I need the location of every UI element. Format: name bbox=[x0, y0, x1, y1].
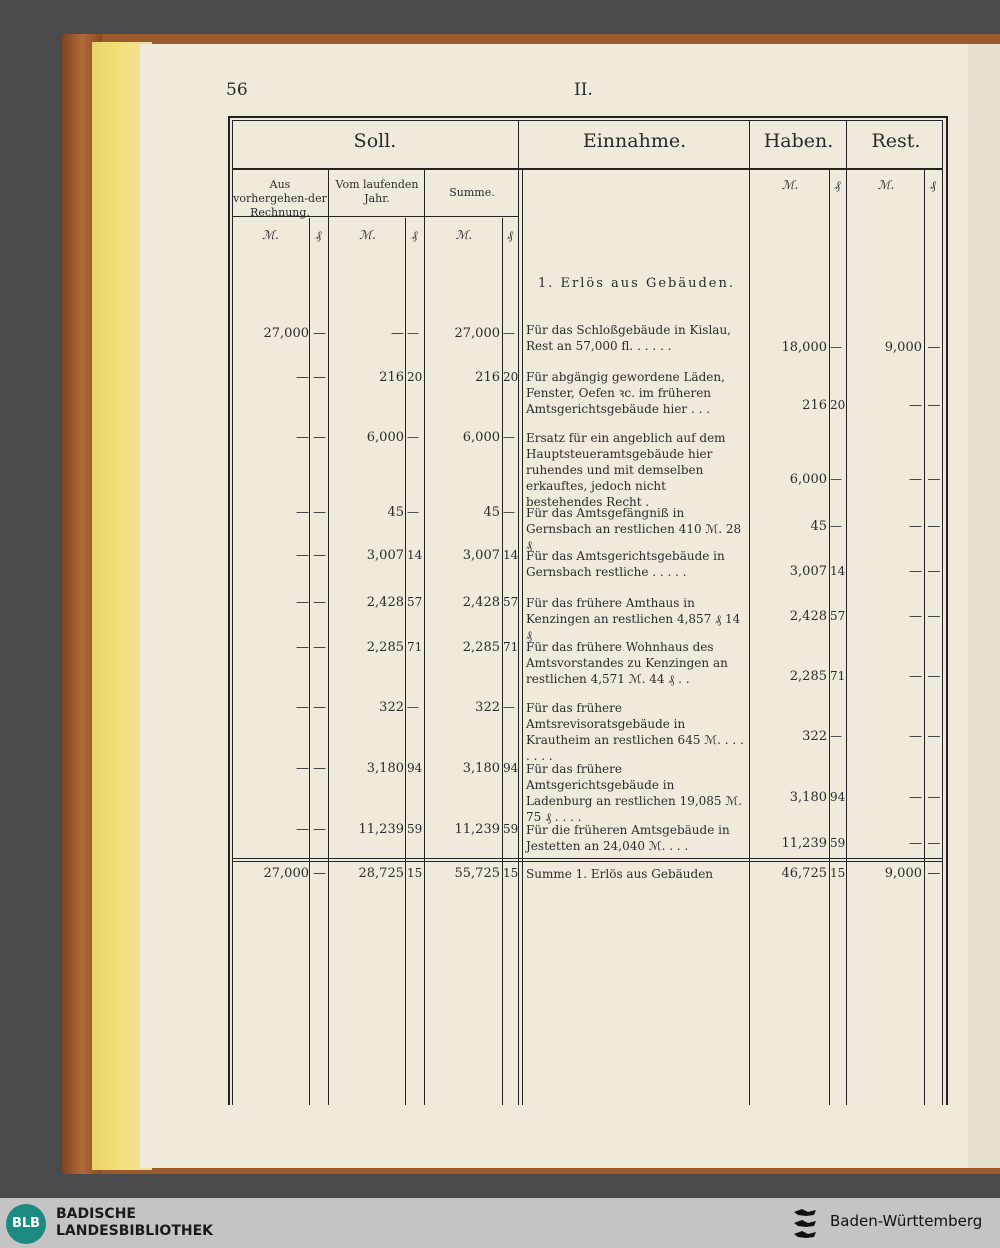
subheader-aus: Aus vorhergehen-der Rechnung. bbox=[233, 178, 327, 219]
row-7-vom-pf: 71 bbox=[407, 640, 423, 654]
header-einnahme: Einnahme. bbox=[582, 130, 687, 152]
row-4-summe-pf: — bbox=[503, 505, 515, 519]
row-1-description: Für das Schloßgebäude in Kislau, Rest an 57,000 fl. . . . . . bbox=[526, 323, 731, 353]
col-sep-soll-einnahme bbox=[518, 120, 519, 1105]
row-5-summe: 3,007 bbox=[462, 548, 500, 563]
row-3-vom-pf: — bbox=[407, 430, 419, 444]
row-9-haben-pf: 94 bbox=[830, 790, 846, 804]
baden-wuerttemberg-lions-icon bbox=[792, 1206, 820, 1240]
cent-col-rest bbox=[924, 170, 925, 1105]
row-9-rest-pf: — bbox=[927, 790, 941, 805]
row-5-haben-pf: 14 bbox=[830, 564, 846, 578]
frame-top-inner bbox=[232, 120, 942, 121]
unit-mark-summe: ℳ. bbox=[455, 228, 473, 242]
row-2-vom: 216 bbox=[379, 370, 404, 385]
row-9-aus: — bbox=[296, 761, 309, 776]
row-5-aus-pf: — bbox=[313, 548, 326, 563]
row-6-haben: 2,428 bbox=[789, 609, 827, 624]
total-aus-pf: — bbox=[313, 866, 326, 881]
total-rest: 9,000 bbox=[884, 866, 922, 881]
row-1-vom-pf: — bbox=[407, 326, 419, 340]
total-summe-pf: 15 bbox=[503, 866, 519, 880]
row-2-description: Für abgängig gewordene Läden, Fenster, Oefen ꝛc. im früheren Amtsgerichtsgebäude hier . . . bbox=[526, 370, 725, 416]
row-4-haben-pf: — bbox=[830, 519, 842, 533]
row-9-description: Für das frühere Amtsgerichtsgebäude in Ladenburg an restlichen 19,085 ℳ. 75 ₰ . . . . bbox=[526, 762, 743, 824]
row-3-summe-pf: — bbox=[503, 430, 515, 444]
row-7-rest-pf: — bbox=[927, 669, 941, 684]
row-8-summe: 322 bbox=[475, 700, 500, 715]
unit-pf-rest: ₰ bbox=[930, 178, 936, 192]
blb-logo-icon[interactable]: BLB bbox=[6, 1204, 46, 1244]
row-10-description: Für die früheren Amtsgebäude in Jestetten an 24,040 ℳ. . . . bbox=[526, 823, 730, 853]
row-4-vom: 45 bbox=[387, 505, 404, 520]
row-8-description: Für das frühere Amtsrevisoratsgebäude in Krautheim an restlichen 645 ℳ. . . . . . . . bbox=[526, 701, 744, 763]
row-9-aus-pf: — bbox=[313, 761, 326, 776]
cent-col-summe bbox=[502, 218, 503, 1105]
row-5-vom: 3,007 bbox=[366, 548, 404, 563]
row-2-aus: — bbox=[296, 370, 309, 385]
frame-right bbox=[946, 116, 948, 1105]
unit-mark-vom: ℳ. bbox=[359, 228, 376, 242]
row-8-vom: 322 bbox=[379, 700, 404, 715]
row-6-aus-pf: — bbox=[313, 595, 326, 610]
unit-mark-aus: ℳ. bbox=[262, 228, 279, 242]
row-8-vom-pf: — bbox=[407, 700, 419, 714]
row-7-aus: — bbox=[296, 640, 309, 655]
row-4-aus: — bbox=[296, 505, 309, 520]
row-10-summe: 11,239 bbox=[454, 822, 500, 837]
row-8-haben-pf: — bbox=[830, 729, 842, 743]
row-5-summe-pf: 14 bbox=[503, 548, 519, 562]
row-2-summe: 216 bbox=[475, 370, 500, 385]
row-2-rest: — bbox=[909, 398, 922, 413]
row-10-haben: 11,239 bbox=[781, 836, 827, 851]
row-9-summe-pf: 94 bbox=[503, 761, 519, 775]
row-9-rest: — bbox=[909, 790, 922, 805]
row-8-summe-pf: — bbox=[503, 700, 515, 714]
subheader-vom: Vom laufenden Jahr. bbox=[335, 178, 419, 205]
row-3-haben: 6,000 bbox=[789, 472, 827, 487]
row-1-rest: 9,000 bbox=[884, 340, 922, 355]
row-3-description: Ersatz für ein angeblich auf dem Hauptsteueramtsgebäude hier ruhendes und mit demselben erkauftes, jedoch nicht bestehendes Recht . bbox=[526, 431, 726, 509]
row-9-vom: 3,180 bbox=[366, 761, 404, 776]
row-10-rest: — bbox=[909, 836, 922, 851]
row-10-haben-pf: 59 bbox=[830, 836, 846, 850]
col-sep-aus-vom bbox=[328, 170, 329, 1105]
row-3-rest: — bbox=[909, 472, 922, 487]
cent-col-aus bbox=[309, 218, 310, 1105]
row-1-summe: 27,000 bbox=[454, 326, 500, 341]
row-1-summe-pf: — bbox=[503, 326, 515, 340]
row-4-description: Für das Amtsgefängniß in Gernsbach an restlichen 410 ℳ. 28 ₰ bbox=[526, 506, 742, 552]
row-4-vom-pf: — bbox=[407, 505, 419, 519]
row-1-aus: 27,000 bbox=[263, 326, 309, 341]
row-9-summe: 3,180 bbox=[462, 761, 500, 776]
row-1-rest-pf: — bbox=[927, 340, 941, 355]
row-10-summe-pf: 59 bbox=[503, 822, 519, 836]
row-2-summe-pf: 20 bbox=[503, 370, 519, 384]
row-3-aus-pf: — bbox=[313, 430, 326, 445]
row-4-aus-pf: — bbox=[313, 505, 326, 520]
row-6-vom: 2,428 bbox=[366, 595, 404, 610]
row-10-vom: 11,239 bbox=[358, 822, 404, 837]
unit-mark-haben: ℳ. bbox=[781, 178, 799, 192]
row-2-vom-pf: 20 bbox=[407, 370, 423, 384]
row-9-haben: 3,180 bbox=[789, 790, 827, 805]
unit-pf-summe: ₰ bbox=[507, 228, 513, 242]
total-description: Summe 1. Erlös aus Gebäuden bbox=[526, 867, 714, 881]
row-5-rest-pf: — bbox=[927, 564, 941, 579]
row-6-rest-pf: — bbox=[927, 609, 941, 624]
row-8-aus: — bbox=[296, 700, 309, 715]
row-8-rest-pf: — bbox=[927, 729, 941, 744]
row-6-aus: — bbox=[296, 595, 309, 610]
row-3-vom: 6,000 bbox=[366, 430, 404, 445]
library-name-line1: BADISCHE bbox=[56, 1206, 136, 1222]
row-4-haben: 45 bbox=[810, 519, 827, 534]
row-7-rest: — bbox=[909, 669, 922, 684]
row-7-haben: 2,285 bbox=[789, 669, 827, 684]
row-5-vom-pf: 14 bbox=[407, 548, 423, 562]
row-6-description: Für das frühere Amthaus in Kenzingen an restlichen 4,857 ₰ 14 ₰ bbox=[526, 596, 741, 642]
row-3-haben-pf: — bbox=[830, 472, 842, 486]
row-5-aus: — bbox=[296, 548, 309, 563]
row-8-aus-pf: — bbox=[313, 700, 326, 715]
section-title: 1. Erlös aus Gebäuden. bbox=[538, 276, 735, 291]
facing-page-edge bbox=[968, 44, 1000, 1168]
total-rest-pf: — bbox=[927, 866, 941, 881]
row-6-summe-pf: 57 bbox=[503, 595, 519, 609]
row-6-haben-pf: 57 bbox=[830, 609, 846, 623]
row-2-haben-pf: 20 bbox=[830, 398, 846, 412]
row-4-rest-pf: — bbox=[927, 519, 941, 534]
row-5-description: Für das Amtsgerichtsgebäude in Gernsbach restliche . . . . . bbox=[526, 549, 725, 579]
row-4-summe: 45 bbox=[483, 505, 500, 520]
summe-inner-double bbox=[522, 170, 523, 1105]
unit-mark-rest: ℳ. bbox=[877, 178, 895, 192]
row-2-aus-pf: — bbox=[313, 370, 326, 385]
row-5-haben: 3,007 bbox=[789, 564, 827, 579]
col-sep-haben-rest bbox=[846, 120, 847, 1105]
row-1-haben: 18,000 bbox=[781, 340, 827, 355]
row-6-rest: — bbox=[909, 609, 922, 624]
page-number: 56 bbox=[226, 80, 248, 100]
col-sep-einnahme-haben bbox=[749, 120, 750, 1105]
cent-col-haben bbox=[829, 170, 830, 1105]
row-2-rest-pf: — bbox=[927, 398, 941, 413]
unit-pf-aus: ₰ bbox=[315, 228, 322, 242]
state-name[interactable]: Baden-Württemberg bbox=[830, 1212, 983, 1230]
subheader-summe: Summe. bbox=[449, 186, 495, 199]
section-number: II. bbox=[574, 80, 593, 100]
row-7-aus-pf: — bbox=[313, 640, 326, 655]
total-aus: 27,000 bbox=[263, 866, 309, 881]
row-7-haben-pf: 71 bbox=[830, 669, 846, 683]
cent-col-vom bbox=[405, 218, 406, 1105]
row-6-summe: 2,428 bbox=[462, 595, 500, 610]
total-haben: 46,725 bbox=[781, 866, 827, 881]
header-soll: Soll. bbox=[353, 130, 397, 152]
row-10-aus: — bbox=[296, 822, 309, 837]
row-1-aus-pf: — bbox=[313, 326, 326, 341]
row-5-rest: — bbox=[909, 564, 922, 579]
row-7-description: Für das frühere Wohnhaus des Amtsvorstandes zu Kenzingen an restlichen 4,571 ℳ. 44 ₰ . . bbox=[526, 640, 728, 686]
header-bottom bbox=[232, 168, 942, 170]
library-name[interactable] bbox=[56, 1206, 213, 1240]
frame-top bbox=[228, 116, 948, 118]
row-7-summe-pf: 71 bbox=[503, 640, 519, 654]
library-name-line2: LANDESBIBLIOTHEK bbox=[56, 1223, 214, 1239]
total-rule-2 bbox=[232, 861, 942, 862]
row-3-rest-pf: — bbox=[927, 472, 941, 487]
row-8-rest: — bbox=[909, 729, 922, 744]
row-1-vom: — bbox=[391, 326, 404, 341]
row-3-aus: — bbox=[296, 430, 309, 445]
header-rest: Rest. bbox=[871, 130, 921, 152]
row-4-rest: — bbox=[909, 519, 922, 534]
row-9-vom-pf: 94 bbox=[407, 761, 423, 775]
row-6-vom-pf: 57 bbox=[407, 595, 423, 609]
header-haben: Haben. bbox=[763, 130, 834, 152]
total-vom: 28,725 bbox=[358, 866, 404, 881]
row-10-aus-pf: — bbox=[313, 822, 326, 837]
total-vom-pf: 15 bbox=[407, 866, 423, 880]
unit-pf-haben: ₰ bbox=[834, 178, 841, 192]
unit-pf-vom: ₰ bbox=[411, 228, 418, 242]
row-7-summe: 2,285 bbox=[462, 640, 500, 655]
row-10-rest-pf: — bbox=[927, 836, 941, 851]
row-3-summe: 6,000 bbox=[462, 430, 500, 445]
row-2-haben: 216 bbox=[802, 398, 827, 413]
row-7-vom: 2,285 bbox=[366, 640, 404, 655]
col-sep-vom-summe bbox=[424, 170, 425, 1105]
frame-left-inner bbox=[232, 120, 233, 1105]
footer-bar bbox=[0, 1198, 1000, 1248]
total-rule bbox=[232, 858, 942, 859]
row-10-vom-pf: 59 bbox=[407, 822, 423, 836]
total-summe: 55,725 bbox=[454, 866, 500, 881]
row-8-haben: 322 bbox=[802, 729, 827, 744]
total-haben-pf: 15 bbox=[830, 866, 846, 880]
row-1-haben-pf: — bbox=[830, 340, 842, 354]
frame-left bbox=[228, 116, 230, 1105]
